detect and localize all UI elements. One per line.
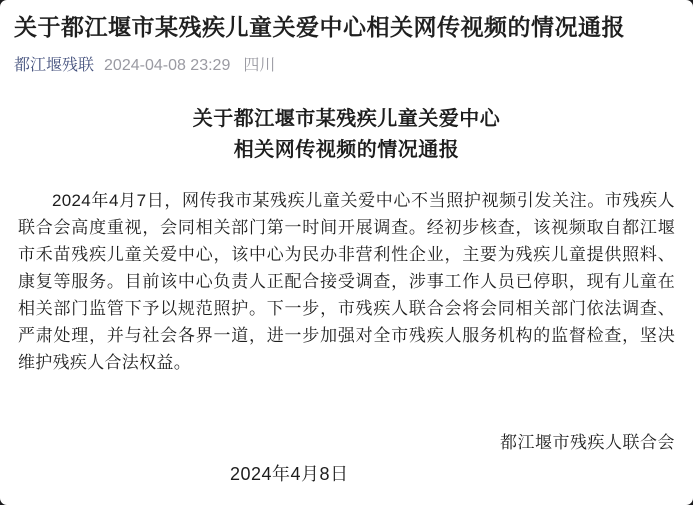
author-link[interactable]: 都江堰残联 [14, 57, 95, 74]
post-timestamp: 2024-04-08 23:29 [104, 57, 231, 74]
document-title-line1: 关于都江堰市某残疾儿童关爱中心 [192, 108, 501, 130]
document-title [18, 104, 675, 166]
post-region: 四川 [243, 57, 276, 74]
post-meta [14, 55, 678, 77]
document-date: 2024年4月8日 [230, 464, 349, 484]
document-body-paragraph: 2024年4月7日，网传我市某残疾儿童关爱中心不当照护视频引发关注。市残疾人联合会高度重视，会同相关部门第一时间开展调查。经初步核查，该视频取自都江堰市禾苗残疾儿童关爱中心，该中心为民办非营利性企业，主要为残疾儿童提供照料、康复等服务。目前该中心负责人正配合接受调查，涉事工作人员已停职，现有儿童在相关部门监管下予以规范照护。下一步，市残疾人联合会将会同相关部门依法调查、严肃处理，并与社会各界一道，进一步加强对全市残疾人服务机构的监督检查，坚决维护残疾人合法权益。 [18, 191, 675, 372]
document-title-line2: 相关网传视频的情况通报 [233, 139, 460, 161]
post-title: 关于都江堰市某残疾儿童关爱中心相关网传视频的情况通报 [14, 14, 625, 40]
post-header [0, 0, 693, 77]
notice-article [0, 104, 693, 488]
document-signature: 都江堰市残疾人联合会 [500, 433, 675, 452]
